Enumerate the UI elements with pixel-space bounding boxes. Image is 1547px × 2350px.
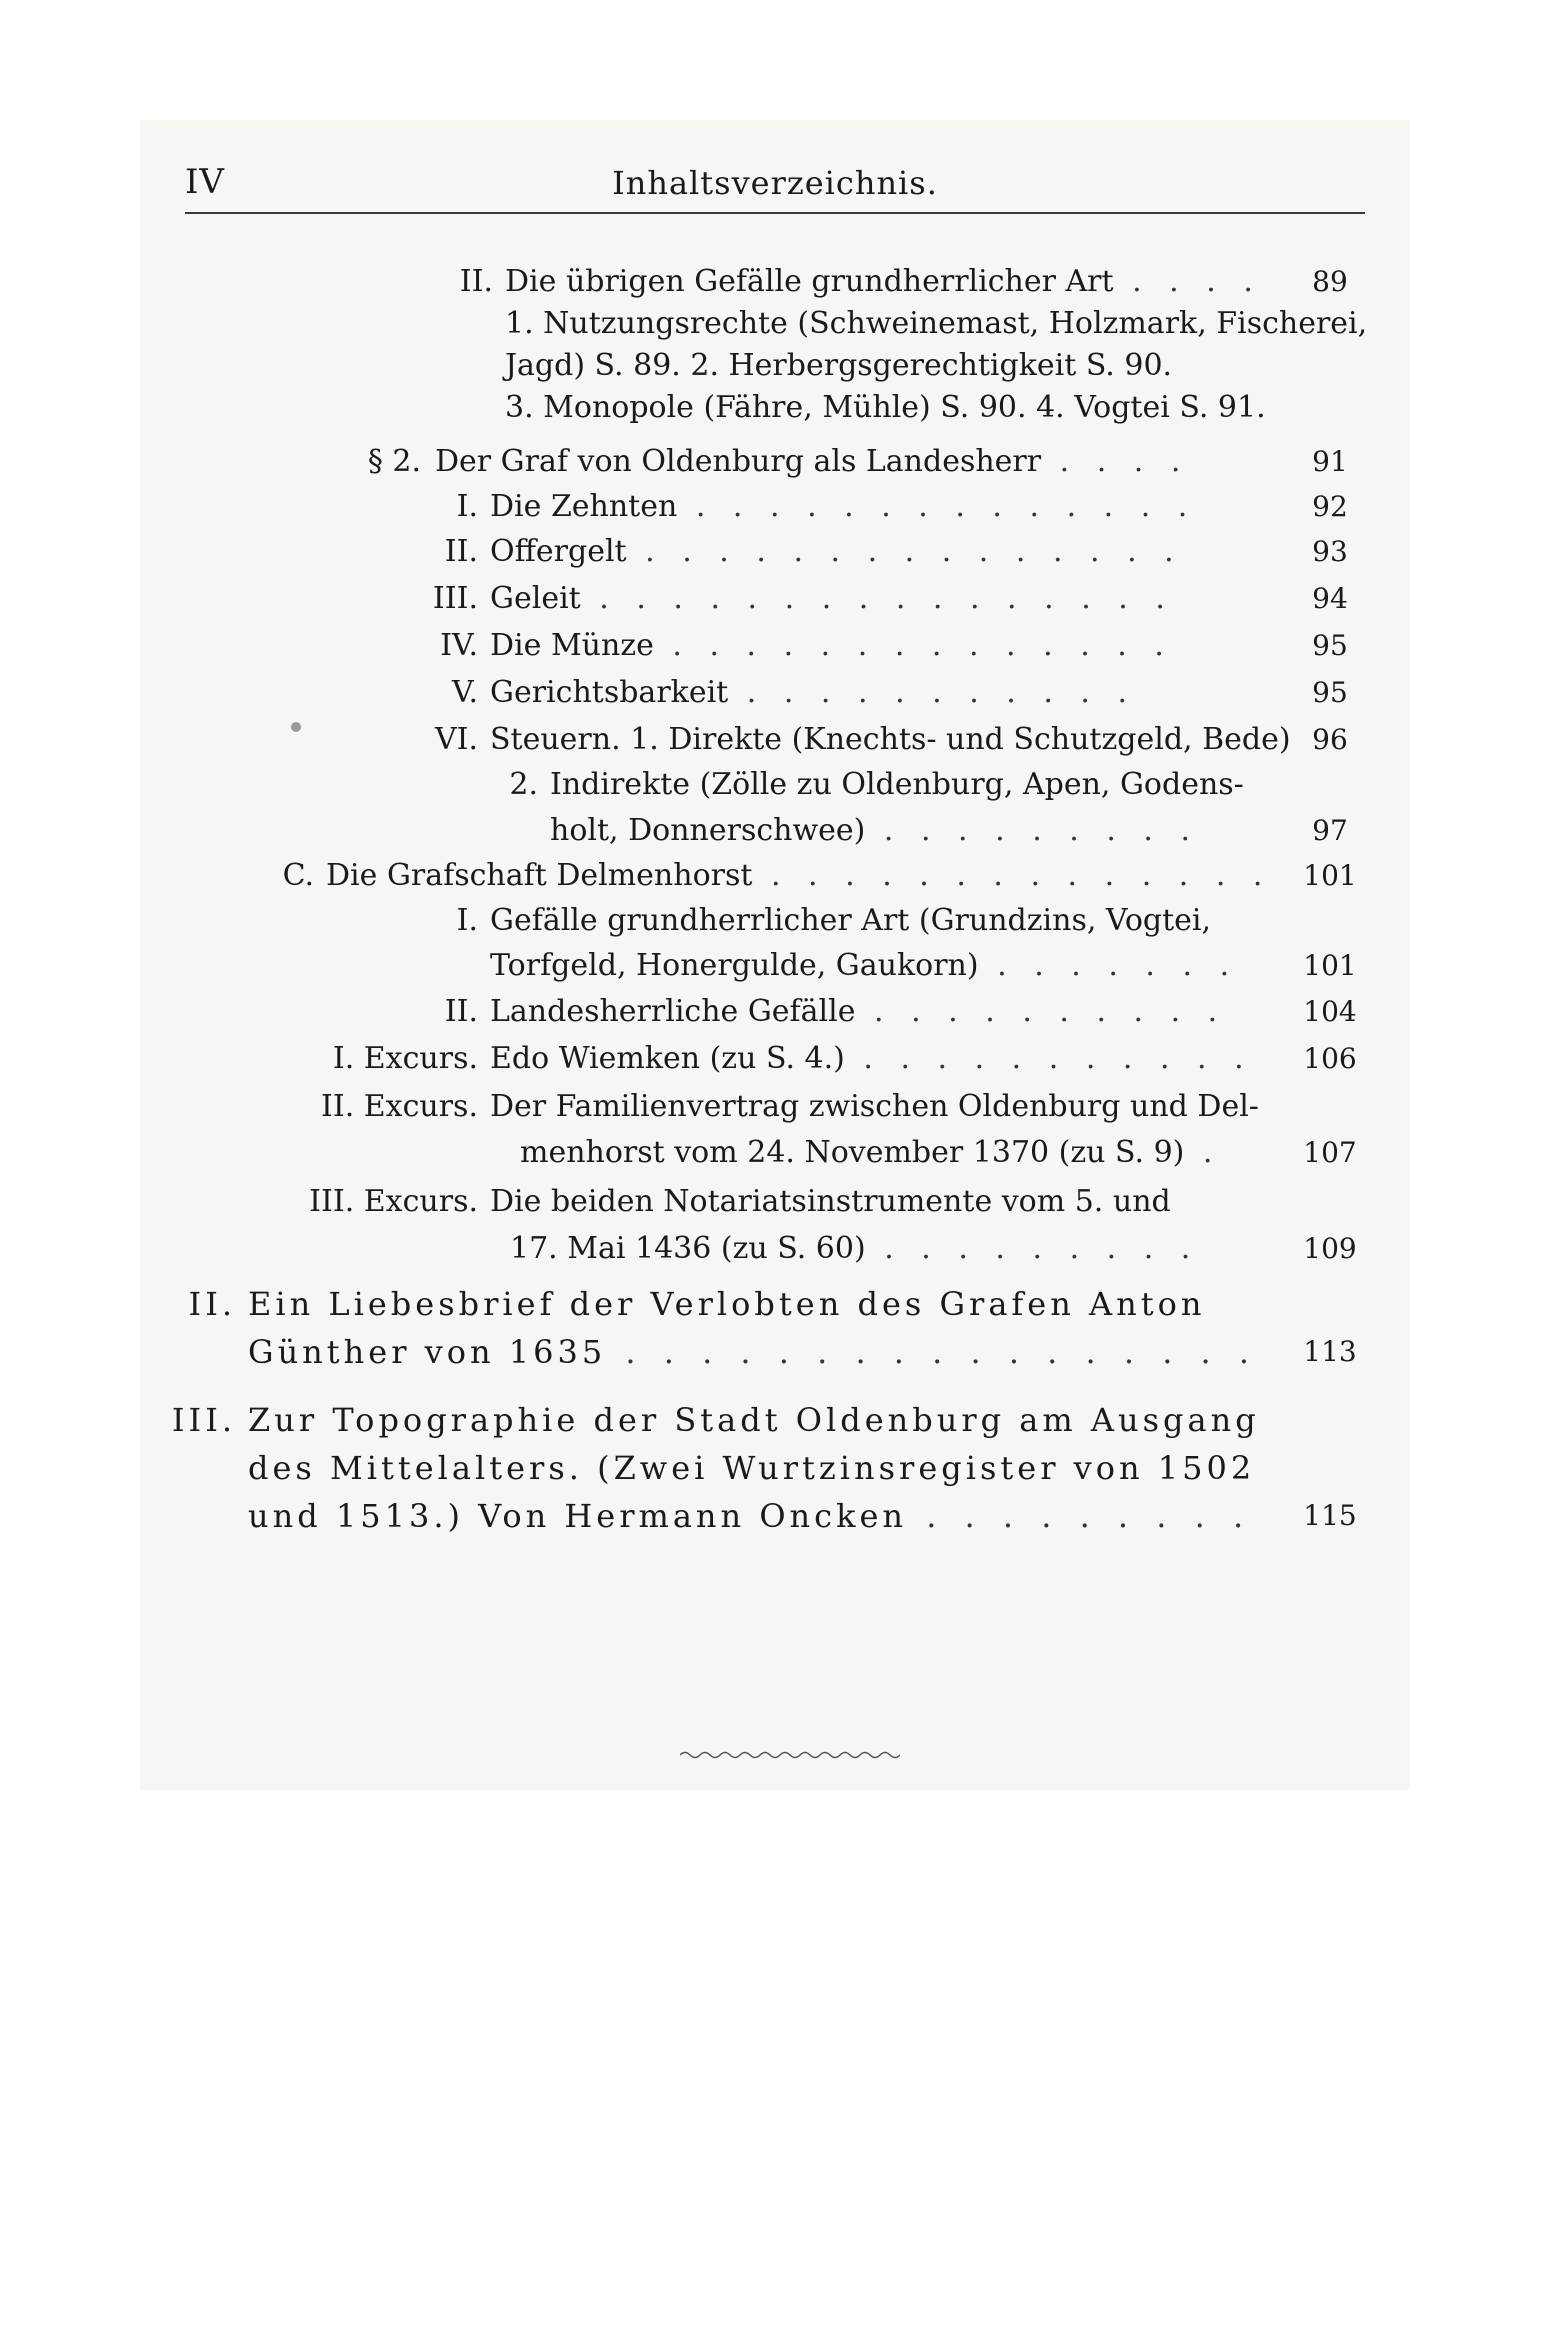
toc-leader: . . . . . . . . . xyxy=(865,813,1200,848)
toc-leader: . . . . . . . . . xyxy=(865,1231,1200,1266)
toc-leader: . . . . xyxy=(1113,264,1262,299)
toc-label: II. xyxy=(459,264,493,299)
toc-label: I. xyxy=(456,489,478,524)
toc-text: Geleit xyxy=(490,581,581,616)
toc-text: Jagd) S. 89. 2. Herbergsgerechtigkeit S. 90. xyxy=(505,348,1173,383)
toc-entry xyxy=(309,1180,1171,1224)
toc-text: 3. Monopole (Fähre, Mühle) S. 90. 4. Vogtei S. 91. xyxy=(505,390,1266,425)
toc-page-number: 89 xyxy=(1312,265,1348,298)
toc-text: holt, Donnerschwee) xyxy=(550,813,866,848)
toc-entry xyxy=(509,763,1244,807)
toc-label: C. xyxy=(282,858,314,893)
toc-label: III. Excurs. xyxy=(309,1184,478,1219)
toc-text: Offergelt xyxy=(490,534,627,569)
toc-text: Gefälle grundherrlicher Art (Grundzins, Vogtei, xyxy=(490,903,1212,938)
toc-page-number: 97 xyxy=(1312,814,1348,847)
toc-page-number: 107 xyxy=(1303,1136,1357,1169)
toc-page-number: 115 xyxy=(1303,1499,1357,1532)
toc-text: Die Grafschaft Delmenhorst xyxy=(326,858,753,893)
toc-entry xyxy=(321,1085,1259,1129)
toc-label: 2. xyxy=(509,767,538,802)
toc-entry xyxy=(490,944,1238,988)
toc-page-number: 106 xyxy=(1303,1042,1357,1075)
toc-entry xyxy=(432,577,1174,621)
toc-label: II. Excurs. xyxy=(321,1089,478,1124)
toc-page-number: 96 xyxy=(1312,723,1348,756)
toc-page-number: 95 xyxy=(1312,676,1348,709)
toc-leader: . . . . . . . . . . . . . . xyxy=(677,489,1197,524)
toc-text: des Mittelalters. (Zwei Wurtzinsregister von 1502 xyxy=(248,1449,1256,1487)
toc-entry xyxy=(367,440,1190,484)
toc-leader: . . . . . . . . . . . xyxy=(728,675,1137,710)
toc-label: III. xyxy=(432,581,478,616)
toc-text: Die Münze xyxy=(490,628,654,663)
toc-label: V. xyxy=(452,675,478,710)
toc-text: Torfgeld, Honergulde, Gaukorn) xyxy=(490,948,979,983)
toc-leader: . . . . . . . . . . xyxy=(855,994,1227,1029)
toc-text: Die Zehnten xyxy=(490,489,678,524)
toc-entry xyxy=(444,990,1227,1034)
ink-speck xyxy=(291,722,301,732)
page-header xyxy=(185,150,1365,220)
toc-entry xyxy=(510,1227,1199,1271)
wave-ornament xyxy=(680,1748,900,1762)
toc-entry xyxy=(444,530,1183,574)
toc-text: und 1513.) Von Hermann Oncken xyxy=(248,1497,908,1535)
toc-page-number: 94 xyxy=(1312,582,1348,615)
toc-entry xyxy=(456,899,1212,943)
page-folio: IV xyxy=(185,162,225,202)
toc-entry xyxy=(332,1037,1253,1081)
toc-entry xyxy=(188,1282,1206,1326)
toc-label: I. Excurs. xyxy=(332,1041,478,1076)
toc-page-number: 95 xyxy=(1312,629,1348,662)
toc-label: I. xyxy=(456,903,478,938)
toc-text: Landesherrliche Gefälle xyxy=(490,994,856,1029)
toc-text: Indirekte (Zölle zu Oldenburg, Apen, Godens- xyxy=(550,767,1244,802)
toc-entry xyxy=(248,1330,1258,1374)
toc-leader: . . . . . . . . . . . . . . . xyxy=(626,534,1183,569)
toc-entry xyxy=(456,485,1197,529)
toc-page-number: 104 xyxy=(1303,995,1357,1028)
toc-page-number: 91 xyxy=(1312,445,1348,478)
toc-label: II. xyxy=(444,534,478,569)
toc-text: menhorst vom 24. November 1370 (zu S. 9) xyxy=(520,1135,1185,1170)
toc-label: VI. xyxy=(434,722,478,757)
toc-text: Zur Topographie der Stadt Oldenburg am Ausgang xyxy=(248,1401,1260,1439)
toc-label: III. xyxy=(171,1401,236,1439)
toc-leader: . . . . . . . . . . . . . . . . xyxy=(580,581,1174,616)
toc-entry xyxy=(248,1494,1252,1538)
toc-entry xyxy=(520,1131,1221,1175)
toc-page-number: 92 xyxy=(1312,490,1348,523)
toc-leader: . xyxy=(1184,1135,1222,1170)
toc-text: Günther von 1635 xyxy=(248,1333,607,1371)
toc-entry xyxy=(550,809,1199,853)
running-head: Inhaltsverzeichnis. xyxy=(612,164,938,202)
toc-text: Der Familienvertrag zwischen Oldenburg und Del- xyxy=(490,1089,1259,1124)
toc-text: Ein Liebesbrief der Verlobten des Grafen Anton xyxy=(248,1285,1206,1323)
toc-label: § 2. xyxy=(367,444,421,479)
toc-entry xyxy=(248,1446,1255,1490)
header-rule xyxy=(185,212,1365,214)
toc-leader: . . . . xyxy=(1041,444,1190,479)
toc-text: 1. Nutzungsrechte (Schweinemast, Holzmark, Fischerei, xyxy=(505,306,1368,341)
toc-leader: . . . . . . . . . . . . . . . . . xyxy=(606,1333,1259,1371)
toc-leader: . . . . . . . . . . . . . . xyxy=(653,628,1173,663)
toc-entry xyxy=(440,624,1173,668)
toc-page-number: 109 xyxy=(1303,1232,1357,1265)
toc-page-number: 93 xyxy=(1312,535,1348,568)
toc-page-number: 113 xyxy=(1303,1335,1357,1368)
toc-text: Steuern. 1. Direkte (Knechts- und Schutzgeld, Bede) xyxy=(490,722,1291,757)
toc-entry xyxy=(505,386,1266,430)
toc-entry xyxy=(459,260,1262,304)
toc-text: Der Graf von Oldenburg als Landesherr xyxy=(435,444,1042,479)
toc-text: 17. Mai 1436 (zu S. 60) xyxy=(510,1231,866,1266)
toc-page-number: 101 xyxy=(1303,859,1357,892)
toc-text: Edo Wiemken (zu S. 4.) xyxy=(490,1041,845,1076)
toc-entry xyxy=(282,854,1272,898)
toc-leader: . . . . . . . . . . . xyxy=(844,1041,1253,1076)
toc-entry xyxy=(434,718,1291,762)
toc-leader: . . . . . . . . . xyxy=(907,1497,1253,1535)
toc-label: IV. xyxy=(440,628,478,663)
toc-label: II. xyxy=(444,994,478,1029)
toc-entry xyxy=(452,671,1137,715)
toc-entry xyxy=(505,302,1367,346)
toc-text: Die übrigen Gefälle grundherrlicher Art xyxy=(505,264,1114,299)
toc-leader: . . . . . . . . . . . . . . xyxy=(752,858,1272,893)
toc-label: II. xyxy=(188,1285,236,1323)
toc-entry xyxy=(505,344,1172,388)
toc-page-number: 101 xyxy=(1303,949,1357,982)
toc-entry xyxy=(171,1398,1260,1442)
toc-text: Gerichtsbarkeit xyxy=(490,675,729,710)
toc-leader: . . . . . . . xyxy=(978,948,1239,983)
toc-text: Die beiden Notariatsinstrumente vom 5. und xyxy=(490,1184,1171,1219)
